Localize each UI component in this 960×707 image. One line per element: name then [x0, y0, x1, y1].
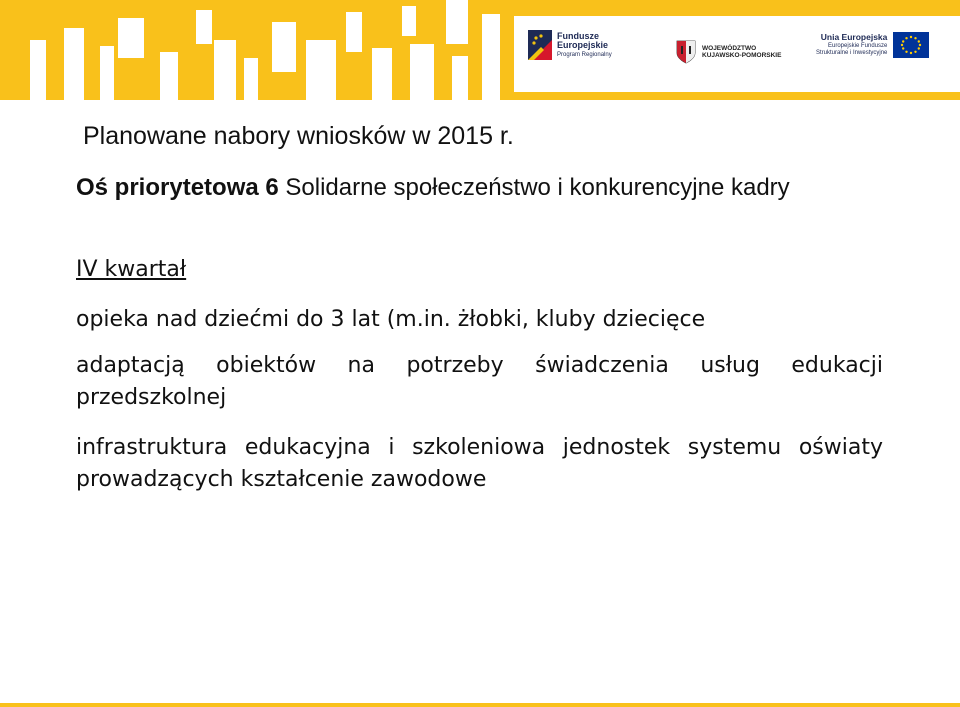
banner-decor-block — [410, 44, 434, 100]
fundusze-line1: Fundusze — [557, 30, 599, 41]
wojewodztwo-line1: WOJEWÓDZTWO — [702, 44, 757, 52]
unia-line3: Strukturalne i Inwestycyjne — [816, 49, 888, 56]
eu-flag-icon — [893, 32, 929, 58]
banner-decor-block — [306, 40, 336, 100]
banner-decor-block — [64, 28, 84, 100]
banner-decor-block — [30, 40, 46, 100]
banner-decor-block — [482, 14, 500, 100]
header-banner — [0, 0, 960, 100]
banner-decor-block — [346, 12, 362, 52]
priority-axis-title: Solidarne społeczeństwo i konkurencyjne kadry — [278, 174, 790, 201]
fundusze-line3: Program Regionalny — [557, 51, 612, 58]
banner-decor-block — [402, 6, 416, 36]
list-item: infrastruktura edukacyjna i szkoleniowa jednostek systemu oświaty prowadzących kształcenie zawodowe — [76, 435, 883, 492]
banner-decor-block — [100, 46, 114, 100]
banner-decor-block — [214, 40, 236, 100]
wojewodztwo-logo — [676, 40, 781, 64]
unia-line2: Europejskie Fundusze — [828, 42, 888, 49]
footer-divider — [0, 703, 960, 707]
banner-decor-block — [272, 22, 296, 72]
list-item: opieka nad dziećmi do 3 lat (m.in. żłobki, kluby dziecięce — [76, 307, 706, 332]
banner-decor-block — [160, 52, 178, 100]
banner-decor-block — [452, 56, 468, 100]
banner-decor-block — [372, 48, 392, 100]
quarter-label: IV kwartał — [76, 257, 187, 282]
coat-of-arms-icon — [676, 40, 696, 64]
fundusze-europejskie-logo — [528, 30, 612, 60]
priority-axis-number: Oś priorytetowa 6 — [76, 174, 279, 201]
fundusze-line2: Europejskie — [557, 40, 609, 51]
priority-axis-heading — [76, 171, 896, 204]
banner-decor-block — [118, 18, 144, 58]
slide-lead: Planowane nabory wniosków w 2015 r. — [83, 122, 514, 150]
list-item: adaptacją obiektów na potrzeby świadczenia usług edukacji przedszkolnej — [76, 353, 883, 410]
banner-decor-block — [244, 58, 258, 100]
fundusze-europejskie-emblem-icon — [528, 30, 552, 60]
logo-strip — [514, 16, 960, 92]
unia-europejska-logo — [816, 32, 929, 58]
wojewodztwo-line2: KUJAWSKO-POMORSKIE — [702, 52, 782, 59]
banner-decor-block — [446, 0, 468, 44]
unia-line1: Unia Europejska — [820, 32, 888, 43]
banner-decor-block — [196, 10, 212, 44]
